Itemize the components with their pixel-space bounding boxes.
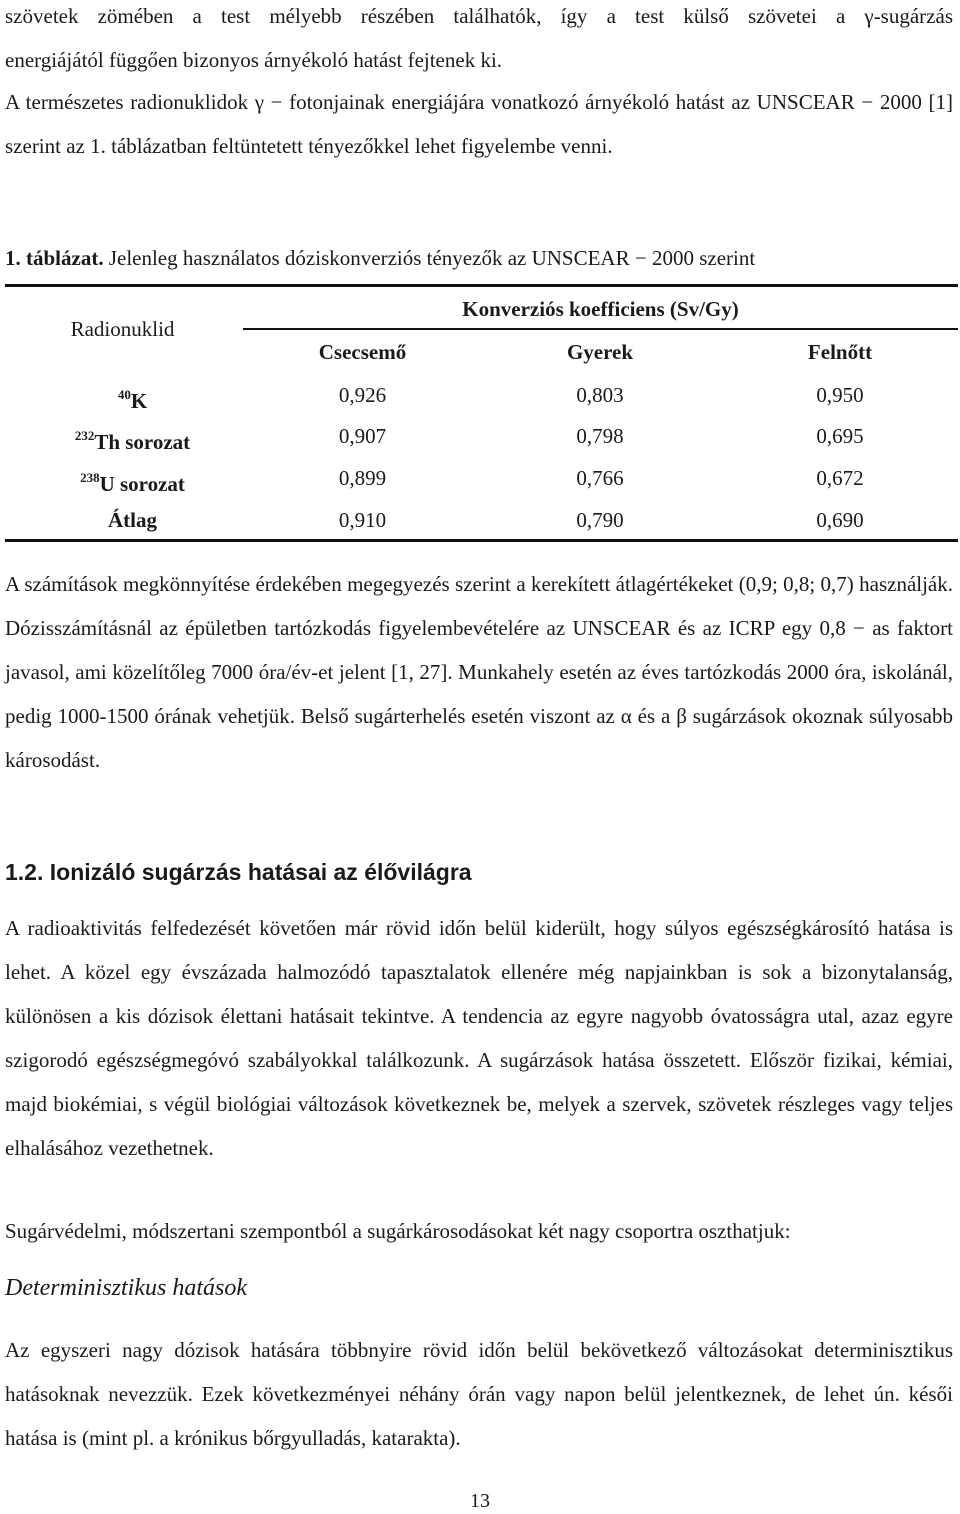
table-cell: 0,803 xyxy=(576,383,624,407)
subsection-heading: Determinisztikus hatások xyxy=(5,1275,247,1301)
paragraph-rounding: A számítások megkönnyítése érdekében megegyezés szerint a kerekített átlagértékeket (0,9; 0,8; 0,7) használják. Dózisszámításnál az épületben tartózkodás figyelembevételére az UNSCEAR és az ICRP egy 0,8 − as faktort javasol, ami közelítőleg 7000 óra/év-et jelent [1, 27]. Munkahely esetén az éves tartózkodás 2000 óra, iskolánál, pedig 1000-1500 órának vehetjük. Belső sugárterhelés esetén viszont az α és a β sugárzások okoznak súlyosabb károsodást. xyxy=(5,572,953,772)
paragraph-continuation xyxy=(5,0,953,82)
table-row-label xyxy=(20,463,245,499)
page-number: 13 xyxy=(470,1490,490,1512)
table-average-cell: 0,910 xyxy=(338,508,387,532)
table-cell: 0,695 xyxy=(816,424,864,448)
table-bottom-rule xyxy=(5,539,958,542)
header-conversion-group: Konverziós koefficiens (Sv/Gy) xyxy=(462,297,739,321)
paragraph-line: szövetek zömében a test mélyebb részében találhatók, így a test külső szövetei a γ-sugárzás xyxy=(5,4,953,28)
header-radionuklid: Radionuklid xyxy=(70,317,175,341)
table-average-label: Átlag xyxy=(108,508,157,532)
table-caption xyxy=(5,238,955,278)
table-row-label xyxy=(20,421,245,457)
nuclide-name: U sorozat xyxy=(99,472,185,496)
table-cell: 0,766 xyxy=(576,466,624,490)
mass-number: 40 xyxy=(117,387,131,402)
table-cell: 0,926 xyxy=(338,383,387,407)
table-cell: 0,950 xyxy=(816,383,864,407)
paragraph-classification: Sugárvédelmi, módszertani szempontból a sugárkárosodásokat két nagy csoportra oszthatjuk: xyxy=(5,1219,791,1243)
table-header-rule xyxy=(243,328,958,330)
table-cell: 0,899 xyxy=(338,466,387,490)
table-top-rule xyxy=(5,284,958,287)
paragraph-deterministic: Az egyszeri nagy dózisok hatására többnyire rövid időn belül bekövetkező változásokat determinisztikus hatásoknak nevezzük. Ezek következményei néhány órán vagy napon belül jelentkeznek, de lehet ún. késői hatása is (mint pl. a krónikus bőrgyulladás, katarakta). xyxy=(5,1338,953,1450)
column-header: Csecsemő xyxy=(318,340,407,364)
table-cell: 0,798 xyxy=(576,424,624,448)
table-caption-label: 1. táblázat. xyxy=(5,246,104,270)
table-caption-text: Jelenleg használatos dóziskonverziós tényezők az UNSCEAR − 2000 szerint xyxy=(108,246,756,270)
paragraph-radioactivity: A radioaktivitás felfedezését követően már rövid időn belül kiderült, hogy súlyos egészségkárosító hatása is lehet. A közel egy évszázada halmozódó tapasztalatok ellenére még napjainkban is sok a bizonytalanság, különösen a kis dózisok élettani hatásait tekintve. A tendencia az egyre nagyobb óvatosságra utal, azaz egyre szigorodó egészségmegóvó szabályokkal találkozunk. A sugárzások hatása összetett. Először fizikai, kémiai, majd biokémiai, s végül biológiai változások következnek be, melyek a szervek, szövetek részleges vagy teljes elhalásához vezethetnek. xyxy=(5,916,953,1160)
nuclide-name: K xyxy=(130,389,148,413)
table-row-label xyxy=(20,380,245,416)
column-header: Gyerek xyxy=(566,340,634,364)
table-average-cell: 0,690 xyxy=(816,508,864,532)
table-cell: 0,907 xyxy=(338,424,387,448)
mass-number: 232 xyxy=(74,428,95,443)
section-heading: 1.2. Ionizáló sugárzás hatásai az élővilágra xyxy=(5,859,472,885)
table-average-cell: 0,790 xyxy=(576,508,624,532)
nuclide-name: Th sorozat xyxy=(94,430,191,454)
table-cell: 0,672 xyxy=(816,466,864,490)
column-header: Felnőtt xyxy=(807,340,873,364)
mass-number: 238 xyxy=(80,470,100,485)
paragraph-shielding: A természetes radionuklidok γ − fotonjainak energiájára vonatkozó árnyékoló hatást az UNSCEAR − 2000 [1] szerint az 1. táblázatban feltüntetett tényezőkkel lehet figyelembe venni. xyxy=(5,90,953,158)
paragraph-line: energiájától függően bizonyos árnyékoló hatást fejtenek ki. xyxy=(5,48,503,72)
